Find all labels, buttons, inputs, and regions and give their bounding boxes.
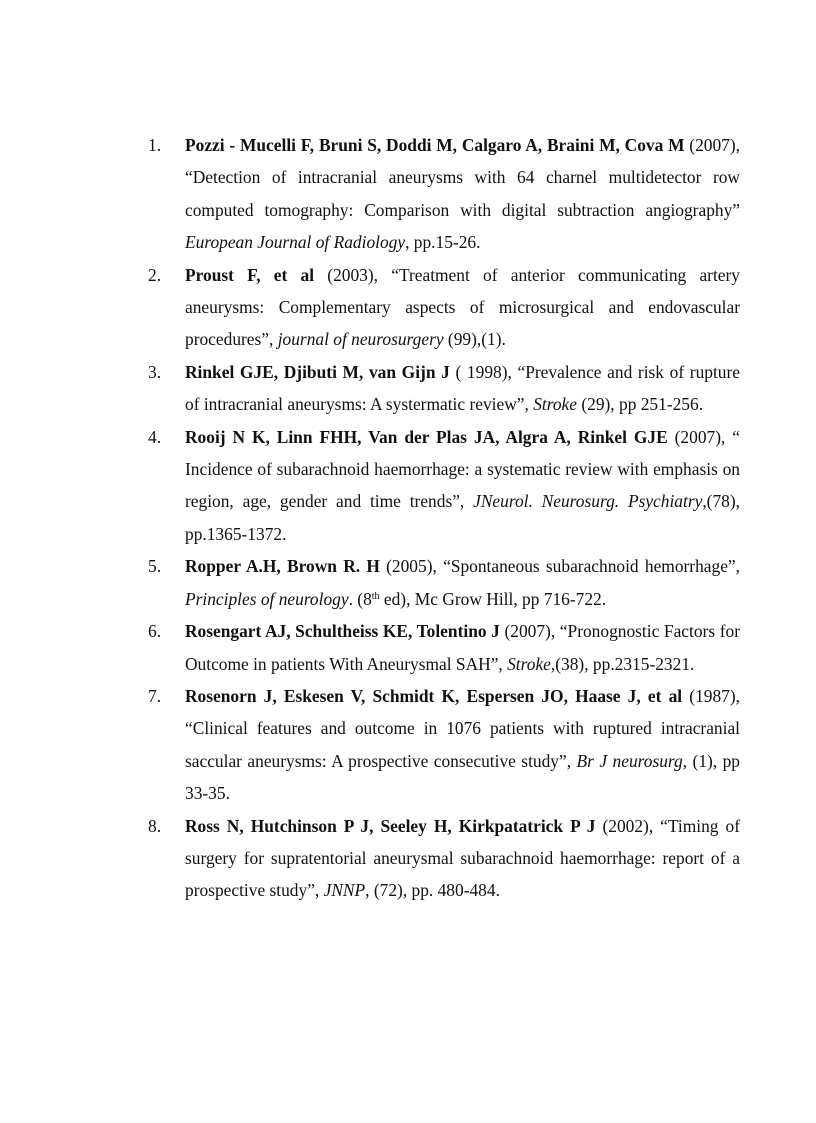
reference-text: (2002), “Timing of surgery for supratentorial aneurysmal subarachnoid haemorrhage: report of a prospective study”, — [185, 815, 740, 901]
reference-authors: Proust F, et al — [185, 264, 315, 285]
reference-item — [148, 259, 740, 356]
reference-text: (2007), “ Incidence of subarachnoid haemorrhage: a systematic review with emphasis on region, age, gender and time trends”, — [185, 426, 740, 512]
reference-source: Br J neurosurg — [576, 750, 683, 771]
reference-authors: Rooij N K, Linn FHH, Van der Plas JA, Algra A, Rinkel GJE — [185, 426, 668, 447]
reference-item — [148, 129, 740, 259]
edition-superscript: th — [371, 590, 380, 602]
reference-details: ,(38), pp.2315-2321. — [550, 653, 695, 674]
reference-number: 6. — [148, 621, 162, 642]
reference-details: , pp.15-26. — [405, 232, 481, 253]
reference-authors: Rosengart AJ, Schultheiss KE, Tolentino J — [185, 621, 500, 642]
reference-number: 5. — [148, 556, 162, 577]
reference-number: 4. — [148, 426, 162, 447]
reference-source: JNeurol. Neurosurg. Psychiatry — [473, 491, 703, 512]
reference-text: (1987), “Clinical features and outcome in 1076 patients with ruptured intracranial saccular aneurysms: A prospective consecutive study”, — [185, 685, 740, 771]
reference-source: journal of neurosurgery — [277, 329, 444, 350]
reference-item — [148, 356, 740, 421]
reference-details: (29), pp 251-256. — [576, 394, 704, 415]
reference-source: Principles of neurology — [185, 588, 349, 609]
reference-authors: Rosenorn J, Eskesen V, Schmidt K, Espersen JO, Haase J, et al — [185, 685, 683, 706]
reference-authors: Rinkel GJE, Djibuti M, van Gijn J — [185, 361, 450, 382]
reference-source: European Journal of Radiology — [185, 232, 406, 253]
reference-details: , (72), pp. 480-484. — [365, 880, 500, 901]
reference-details: ,(78), pp.1365-1372. — [185, 491, 740, 544]
reference-text: (2007), “Detection of intracranial aneurysms with 64 charnel multidetector row computed tomography: Comparison with digital subtraction angiography” — [185, 135, 741, 220]
reference-authors: Pozzi - Mucelli F, Bruni S, Doddi M, Calgaro A, Braini M, Cova M — [185, 135, 685, 155]
reference-item — [148, 810, 740, 907]
reference-text: (2007), “Pronognostic Factors for Outcome in patients With Aneurysmal SAH”, — [185, 621, 740, 674]
reference-item — [148, 421, 740, 551]
reference-number: 7. — [148, 685, 162, 706]
reference-source: Stroke — [533, 394, 577, 415]
reference-publisher: ed), Mc Grow Hill, pp 716-722. — [379, 588, 607, 609]
reference-authors: Ross N, Hutchinson P J, Seeley H, Kirkpatatrick P J — [185, 815, 596, 836]
reference-number: 1. — [148, 135, 162, 155]
reference-authors: Ropper A.H, Brown R. H — [185, 556, 380, 577]
reference-text: (2005), “Spontaneous subarachnoid hemorrhage”, — [379, 556, 740, 577]
reference-details: (99),(1). — [443, 329, 506, 350]
reference-source: Stroke — [507, 653, 551, 674]
reference-details: , (1), pp 33-35. — [185, 750, 740, 804]
reference-item — [148, 550, 740, 615]
reference-list — [148, 129, 740, 907]
reference-source: JNNP — [323, 880, 366, 901]
reference-text: (2003), “Treatment of anterior communicating artery aneurysms: Complementary aspects of microsurgical and endovascular procedures”, — [185, 264, 740, 350]
reference-text: ( 1998), “Prevalence and risk of rupture of intracranial aneurysms: A systermatic review”, — [185, 361, 740, 415]
reference-number: 8. — [148, 815, 162, 836]
reference-item — [148, 615, 740, 680]
reference-number: 3. — [148, 361, 162, 382]
reference-item — [148, 680, 740, 810]
reference-number: 2. — [148, 264, 162, 285]
reference-details: . (8 — [348, 588, 372, 609]
